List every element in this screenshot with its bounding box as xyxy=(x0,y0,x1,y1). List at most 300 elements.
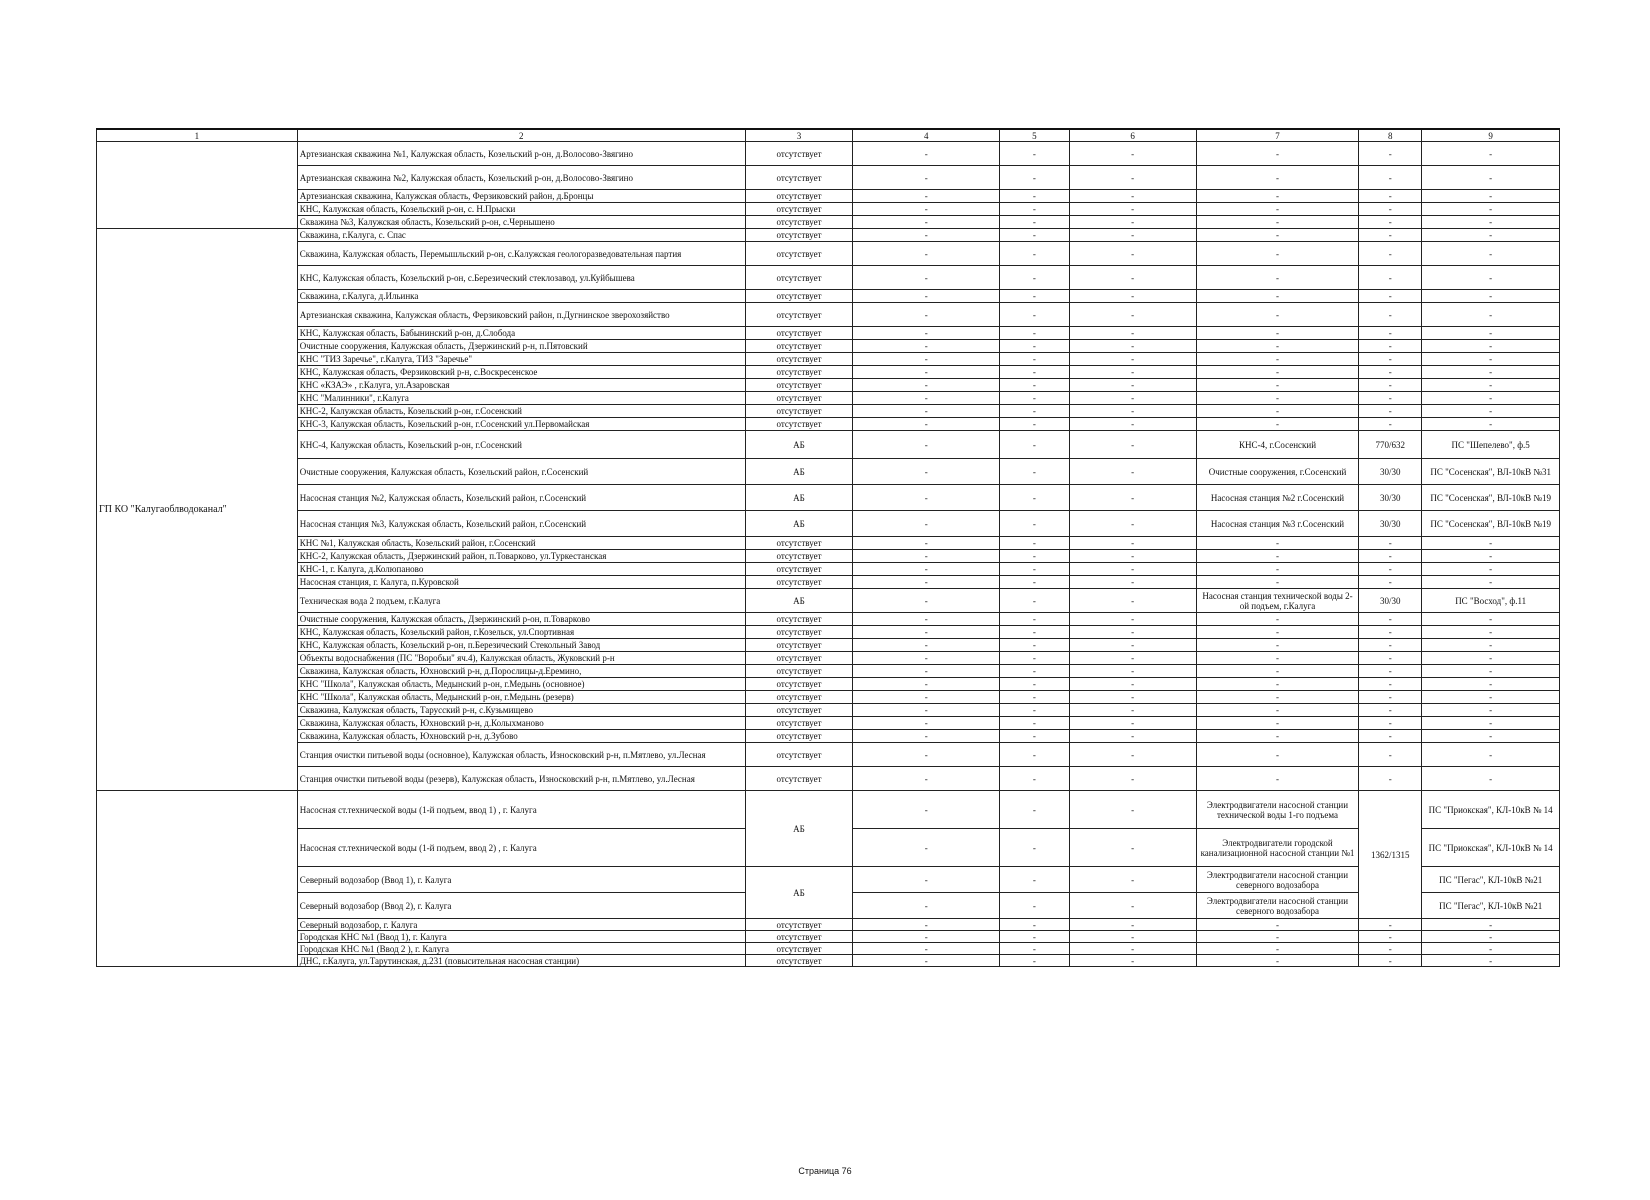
cell-c8: - xyxy=(1359,717,1422,730)
object-name-cell: КНС, Калужская область, Козельский р-он, с. Н.Прыски xyxy=(297,203,745,216)
cell-c8: - xyxy=(1359,943,1422,955)
cell-c5: - xyxy=(1000,678,1069,691)
table-row xyxy=(97,589,1560,613)
cell-c3: отсутствует xyxy=(745,767,853,791)
cell-c7: - xyxy=(1196,203,1358,216)
cell-c9: ПС "Восход", ф.11 xyxy=(1422,589,1560,613)
cell-c3: отсутствует xyxy=(745,639,853,652)
cell-c8: - xyxy=(1359,166,1422,190)
cell-c6: - xyxy=(1069,190,1196,203)
cell-c6: - xyxy=(1069,893,1196,919)
table-row xyxy=(97,717,1560,730)
table-row xyxy=(97,943,1560,955)
cell-c8: - xyxy=(1359,576,1422,589)
table-row xyxy=(97,652,1560,665)
cell-c4: - xyxy=(853,652,1000,665)
cell-c8: - xyxy=(1359,266,1422,290)
cell-c6: - xyxy=(1069,943,1196,955)
cell-c6: - xyxy=(1069,353,1196,366)
cell-c4: - xyxy=(853,290,1000,303)
cell-c5: - xyxy=(1000,955,1069,967)
cell-c6: - xyxy=(1069,589,1196,613)
cell-c7: - xyxy=(1196,955,1358,967)
cell-c4: - xyxy=(853,142,1000,166)
cell-c4: - xyxy=(853,704,1000,717)
cell-c6: - xyxy=(1069,392,1196,405)
cell-c4: - xyxy=(853,303,1000,327)
cell-c4: - xyxy=(853,511,1000,537)
cell-c5: - xyxy=(1000,717,1069,730)
cell-c9: - xyxy=(1422,767,1560,791)
cell-c5: - xyxy=(1000,216,1069,229)
cell-c6: - xyxy=(1069,366,1196,379)
cell-c4: - xyxy=(853,485,1000,511)
cell-c7: КНС-4, г.Сосенский xyxy=(1196,431,1358,459)
cell-c5: - xyxy=(1000,626,1069,639)
object-name-cell: Скважина, Калужская область, Юхновский р-н, д.Порослицы-д.Еремино, xyxy=(297,665,745,678)
object-name-cell: КНС-2, Калужская область, Дзержинский район, п.Товарково, ул.Туркестанская xyxy=(297,550,745,563)
cell-c6: - xyxy=(1069,691,1196,704)
cell-c9: - xyxy=(1422,405,1560,418)
cell-c4: - xyxy=(853,366,1000,379)
table-row xyxy=(97,867,1560,893)
cell-c9: - xyxy=(1422,955,1560,967)
cell-c9: - xyxy=(1422,691,1560,704)
cell-c5: - xyxy=(1000,266,1069,290)
cell-c5: - xyxy=(1000,665,1069,678)
cell-c4: - xyxy=(853,392,1000,405)
object-name-cell: Скважина, г.Калуга, с. Спас xyxy=(297,229,745,242)
table-row xyxy=(97,431,1560,459)
column-header: 4 xyxy=(853,129,1000,142)
cell-c9: - xyxy=(1422,743,1560,767)
cell-c5: - xyxy=(1000,405,1069,418)
cell-c9: - xyxy=(1422,366,1560,379)
cell-c5: - xyxy=(1000,743,1069,767)
cell-c8: - xyxy=(1359,392,1422,405)
cell-c4: - xyxy=(853,955,1000,967)
cell-c4: - xyxy=(853,639,1000,652)
cell-c6: - xyxy=(1069,678,1196,691)
cell-c9: - xyxy=(1422,626,1560,639)
table-row xyxy=(97,405,1560,418)
cell-c5: - xyxy=(1000,379,1069,392)
cell-c3: отсутствует xyxy=(745,366,853,379)
cell-c3: отсутствует xyxy=(745,537,853,550)
cell-c3: отсутствует xyxy=(745,303,853,327)
cell-c6: - xyxy=(1069,405,1196,418)
cell-c8: - xyxy=(1359,613,1422,626)
object-name-cell: Насосная ст.технической воды (1-й подъем, ввод 2) , г. Калуга xyxy=(297,829,745,867)
object-name-cell: Скважина, Калужская область, Тарусский р-н, с.Кузьмищево xyxy=(297,704,745,717)
cell-c6: - xyxy=(1069,290,1196,303)
cell-c4: - xyxy=(853,767,1000,791)
cell-c8: - xyxy=(1359,652,1422,665)
table-row xyxy=(97,203,1560,216)
cell-c4: - xyxy=(853,563,1000,576)
cell-c5: - xyxy=(1000,290,1069,303)
cell-c7: - xyxy=(1196,678,1358,691)
table-row xyxy=(97,511,1560,537)
cell-c9: ПС "Пегас", КЛ-10кВ №21 xyxy=(1422,893,1560,919)
cell-c7: - xyxy=(1196,366,1358,379)
cell-c6: - xyxy=(1069,955,1196,967)
cell-c4: - xyxy=(853,431,1000,459)
cell-c7: - xyxy=(1196,303,1358,327)
cell-c8: - xyxy=(1359,767,1422,791)
cell-c5: - xyxy=(1000,340,1069,353)
cell-c3: отсутствует xyxy=(745,563,853,576)
object-name-cell: Скважина, Калужская область, Юхновский р-н, д.Зубово xyxy=(297,730,745,743)
cell-c5: - xyxy=(1000,418,1069,431)
cell-c8: - xyxy=(1359,190,1422,203)
cell-c4: - xyxy=(853,266,1000,290)
cell-c8: - xyxy=(1359,142,1422,166)
cell-c6: - xyxy=(1069,229,1196,242)
object-name-cell: Артезианская скважина №1, Калужская область, Козельский р-он, д.Волосово-Звягино xyxy=(297,142,745,166)
cell-c7: - xyxy=(1196,931,1358,943)
cell-c6: - xyxy=(1069,626,1196,639)
cell-c3: отсутствует xyxy=(745,242,853,266)
cell-c6: - xyxy=(1069,203,1196,216)
cell-c6: - xyxy=(1069,166,1196,190)
cell-c8: - xyxy=(1359,353,1422,366)
cell-c9: - xyxy=(1422,392,1560,405)
cell-c9: - xyxy=(1422,678,1560,691)
cell-c3: отсутствует xyxy=(745,418,853,431)
cell-c6: - xyxy=(1069,613,1196,626)
cell-c7: - xyxy=(1196,639,1358,652)
cell-c5: - xyxy=(1000,431,1069,459)
cell-c4: - xyxy=(853,829,1000,867)
cell-c3: отсутствует xyxy=(745,678,853,691)
table-row xyxy=(97,242,1560,266)
object-name-cell: Артезианская скважина, Калужская область, Ферзиковский район, п.Дугнинское зверохозяйство xyxy=(297,303,745,327)
cell-c4: - xyxy=(853,242,1000,266)
table-row xyxy=(97,166,1560,190)
cell-c8: - xyxy=(1359,730,1422,743)
cell-c8: - xyxy=(1359,340,1422,353)
cell-c6: - xyxy=(1069,730,1196,743)
cell-c3: отсутствует xyxy=(745,665,853,678)
cell-c5: - xyxy=(1000,691,1069,704)
object-name-cell: Техническая вода 2 подъем, г.Калуга xyxy=(297,589,745,613)
cell-c7: - xyxy=(1196,327,1358,340)
column-header: 8 xyxy=(1359,129,1422,142)
cell-c4: - xyxy=(853,229,1000,242)
object-name-cell: Очистные сооружения, Калужская область, Дзержинский р-он, п.Товарково xyxy=(297,613,745,626)
cell-c6: - xyxy=(1069,576,1196,589)
cell-c5: - xyxy=(1000,459,1069,485)
page-number: Страница 76 xyxy=(798,1166,852,1176)
cell-c5: - xyxy=(1000,142,1069,166)
cell-c7: - xyxy=(1196,216,1358,229)
cell-c4: - xyxy=(853,613,1000,626)
object-name-cell: Скважина, Калужская область, Юхновский р-н, д.Колыхманово xyxy=(297,717,745,730)
cell-c7: - xyxy=(1196,142,1358,166)
cell-c3: отсутствует xyxy=(745,379,853,392)
cell-c9: - xyxy=(1422,242,1560,266)
cell-c9: - xyxy=(1422,216,1560,229)
cell-c7: - xyxy=(1196,550,1358,563)
cell-c4: - xyxy=(853,576,1000,589)
cell-c5: - xyxy=(1000,392,1069,405)
cell-c5: - xyxy=(1000,550,1069,563)
cell-c4: - xyxy=(853,216,1000,229)
cell-c6: - xyxy=(1069,537,1196,550)
cell-c6: - xyxy=(1069,303,1196,327)
cell-c6: - xyxy=(1069,431,1196,459)
cell-c9: ПС "Сосенская", ВЛ-10кВ №19 xyxy=(1422,485,1560,511)
cell-c7: - xyxy=(1196,266,1358,290)
cell-c5: - xyxy=(1000,943,1069,955)
cell-c6: - xyxy=(1069,379,1196,392)
cell-c3: отсутствует xyxy=(745,652,853,665)
cell-c6: - xyxy=(1069,867,1196,893)
table-row xyxy=(97,379,1560,392)
object-name-cell: Скважина, г.Калуга, д.Ильинка xyxy=(297,290,745,303)
cell-c4: - xyxy=(853,166,1000,190)
cell-c5: - xyxy=(1000,704,1069,717)
object-name-cell: КНС "ТИЗ Заречье", г.Калуга, ТИЗ "Заречье" xyxy=(297,353,745,366)
cell-c8: - xyxy=(1359,216,1422,229)
cell-c4: - xyxy=(853,459,1000,485)
cell-c7: - xyxy=(1196,405,1358,418)
cell-c9: - xyxy=(1422,652,1560,665)
cell-c4: - xyxy=(853,203,1000,216)
cell-c3: отсутствует xyxy=(745,743,853,767)
table-row xyxy=(97,576,1560,589)
cell-c7: - xyxy=(1196,691,1358,704)
cell-c4: - xyxy=(853,943,1000,955)
object-name-cell: Артезианская скважина, Калужская область, Ферзиковский район, д.Бронцы xyxy=(297,190,745,203)
cell-c9: - xyxy=(1422,639,1560,652)
cell-c6: - xyxy=(1069,743,1196,767)
table-row xyxy=(97,743,1560,767)
cell-c7: - xyxy=(1196,379,1358,392)
cell-c9: - xyxy=(1422,550,1560,563)
cell-c6: - xyxy=(1069,485,1196,511)
cell-c8: - xyxy=(1359,229,1422,242)
cell-c4: - xyxy=(853,691,1000,704)
cell-c3: отсутствует xyxy=(745,190,853,203)
cell-c7: - xyxy=(1196,290,1358,303)
cell-c4: - xyxy=(853,626,1000,639)
cell-c8: 30/30 xyxy=(1359,459,1422,485)
cell-c5: - xyxy=(1000,511,1069,537)
cell-c7: Электродвигатели насосной станции технической воды 1-го подъема xyxy=(1196,791,1358,829)
cell-c5: - xyxy=(1000,563,1069,576)
cell-c7: - xyxy=(1196,743,1358,767)
object-name-cell: Станция очистки питьевой воды (резерв), Калужская область, Износковский р-н, п.Мятлево, ул.Лесная xyxy=(297,767,745,791)
object-name-cell: КНС "Малинники", г.Калуга xyxy=(297,392,745,405)
cell-c4: - xyxy=(853,340,1000,353)
object-name-cell: КНС "Школа", Калужская область, Медынский р-он, г.Медынь (резерв) xyxy=(297,691,745,704)
cell-c3: отсутствует xyxy=(745,943,853,955)
cell-c8: 30/30 xyxy=(1359,511,1422,537)
cell-c9: - xyxy=(1422,931,1560,943)
cell-c7: Насосная станция технической воды 2-ой подъем, г.Калуга xyxy=(1196,589,1358,613)
cell-c5: - xyxy=(1000,893,1069,919)
table-row xyxy=(97,353,1560,366)
table-row xyxy=(97,485,1560,511)
column-header: 1 xyxy=(97,129,298,142)
cell-c4: - xyxy=(853,791,1000,829)
cell-c7: Насосная станция №3 г.Сосенский xyxy=(1196,511,1358,537)
table-row xyxy=(97,303,1560,327)
column-header: 5 xyxy=(1000,129,1069,142)
cell-c6: - xyxy=(1069,919,1196,931)
cell-c7: - xyxy=(1196,576,1358,589)
cell-c7: - xyxy=(1196,626,1358,639)
cell-c8: - xyxy=(1359,242,1422,266)
cell-c7: Насосная станция №2 г.Сосенский xyxy=(1196,485,1358,511)
table-row xyxy=(97,955,1560,967)
cell-c6: - xyxy=(1069,931,1196,943)
cell-c8: - xyxy=(1359,290,1422,303)
table-row xyxy=(97,366,1560,379)
cell-c5: - xyxy=(1000,485,1069,511)
object-name-cell: Объекты водоснабжения (ПС "Воробьи" яч.4), Калужская область, Жуковский р-н xyxy=(297,652,745,665)
cell-c4: - xyxy=(853,743,1000,767)
cell-c9: ПС "Сосенская", ВЛ-10кВ №31 xyxy=(1422,459,1560,485)
cell-c9: - xyxy=(1422,203,1560,216)
cell-c5: - xyxy=(1000,767,1069,791)
cell-c6: - xyxy=(1069,418,1196,431)
object-name-cell: КНС, Калужская область, Козельский р-он, с.Березический стеклозавод, ул.Куйбышева xyxy=(297,266,745,290)
cell-c5: - xyxy=(1000,791,1069,829)
cell-c6: - xyxy=(1069,652,1196,665)
cell-c9: ПС "Приокская", КЛ-10кВ № 14 xyxy=(1422,791,1560,829)
cell-c3: АБ xyxy=(745,511,853,537)
cell-c7: Электродвигатели насосной станции северного водозабора xyxy=(1196,867,1358,893)
cell-c3: отсутствует xyxy=(745,229,853,242)
cell-c9: - xyxy=(1422,229,1560,242)
cell-c4: - xyxy=(853,353,1000,366)
cell-c9: - xyxy=(1422,379,1560,392)
cell-c3: отсутствует xyxy=(745,203,853,216)
cell-c8: 770/632 xyxy=(1359,431,1422,459)
cell-c6: - xyxy=(1069,563,1196,576)
cell-c9: - xyxy=(1422,919,1560,931)
cell-c4: - xyxy=(853,327,1000,340)
cell-c6: - xyxy=(1069,767,1196,791)
cell-c5: - xyxy=(1000,652,1069,665)
cell-c3: отсутствует xyxy=(745,216,853,229)
cell-c3: АБ xyxy=(745,867,853,919)
cell-c8: - xyxy=(1359,537,1422,550)
cell-c7: - xyxy=(1196,563,1358,576)
table-row xyxy=(97,767,1560,791)
cell-c7: - xyxy=(1196,190,1358,203)
cell-c8: - xyxy=(1359,919,1422,931)
cell-c4: - xyxy=(853,893,1000,919)
organization-cell-empty xyxy=(97,142,298,229)
cell-c8: - xyxy=(1359,405,1422,418)
cell-c8: - xyxy=(1359,955,1422,967)
cell-c5: - xyxy=(1000,730,1069,743)
table-row xyxy=(97,665,1560,678)
cell-c8: 1362/1315 xyxy=(1359,791,1422,919)
table-row xyxy=(97,459,1560,485)
cell-c3: отсутствует xyxy=(745,266,853,290)
cell-c7: - xyxy=(1196,242,1358,266)
cell-c8: - xyxy=(1359,327,1422,340)
table-row xyxy=(97,216,1560,229)
cell-c4: - xyxy=(853,405,1000,418)
cell-c3: отсутствует xyxy=(745,931,853,943)
object-name-cell: КНС, Калужская область, Бабынинский р-он, д.Слобода xyxy=(297,327,745,340)
cell-c7: - xyxy=(1196,717,1358,730)
table-row xyxy=(97,392,1560,405)
cell-c6: - xyxy=(1069,242,1196,266)
object-name-cell: Очистные сооружения, Калужская область, Козельский район, г.Сосенский xyxy=(297,459,745,485)
cell-c8: - xyxy=(1359,931,1422,943)
cell-c3: отсутствует xyxy=(745,919,853,931)
cell-c8: - xyxy=(1359,379,1422,392)
cell-c4: - xyxy=(853,919,1000,931)
cell-c4: - xyxy=(853,665,1000,678)
cell-c9: - xyxy=(1422,537,1560,550)
object-name-cell: Северный водозабор (Ввод 1), г. Калуга xyxy=(297,867,745,893)
header-row xyxy=(97,129,1560,142)
cell-c9: - xyxy=(1422,190,1560,203)
table-row xyxy=(97,418,1560,431)
cell-c9: ПС "Пегас", КЛ-10кВ №21 xyxy=(1422,867,1560,893)
cell-c5: - xyxy=(1000,639,1069,652)
object-name-cell: КНС-3, Калужская область, Козельский р-он, г.Сосенский ул.Первомайская xyxy=(297,418,745,431)
cell-c8: - xyxy=(1359,563,1422,576)
cell-c8: 30/30 xyxy=(1359,485,1422,511)
cell-c3: отсутствует xyxy=(745,405,853,418)
cell-c3: отсутствует xyxy=(745,955,853,967)
table-row xyxy=(97,190,1560,203)
table-row xyxy=(97,626,1560,639)
cell-c7: Электродвигатели городской канализационной насосной станции №1 xyxy=(1196,829,1358,867)
cell-c3: отсутствует xyxy=(745,392,853,405)
column-header: 9 xyxy=(1422,129,1560,142)
table-row xyxy=(97,340,1560,353)
cell-c7: - xyxy=(1196,652,1358,665)
cell-c5: - xyxy=(1000,829,1069,867)
cell-c3: отсутствует xyxy=(745,353,853,366)
cell-c4: - xyxy=(853,589,1000,613)
object-name-cell: Городская КНС №1 (Ввод 1), г. Калуга xyxy=(297,931,745,943)
cell-c6: - xyxy=(1069,142,1196,166)
cell-c3: отсутствует xyxy=(745,142,853,166)
cell-c9: - xyxy=(1422,717,1560,730)
table-row xyxy=(97,266,1560,290)
cell-c9: - xyxy=(1422,353,1560,366)
cell-c7: - xyxy=(1196,229,1358,242)
cell-c6: - xyxy=(1069,327,1196,340)
table-row xyxy=(97,327,1560,340)
object-name-cell: Северный водозабор, г. Калуга xyxy=(297,919,745,931)
cell-c8: - xyxy=(1359,550,1422,563)
cell-c7: - xyxy=(1196,919,1358,931)
cell-c6: - xyxy=(1069,550,1196,563)
cell-c7: - xyxy=(1196,704,1358,717)
cell-c3: АБ xyxy=(745,431,853,459)
table-row xyxy=(97,142,1560,166)
cell-c3: отсутствует xyxy=(745,704,853,717)
cell-c3: отсутствует xyxy=(745,691,853,704)
object-name-cell: КНС, Калужская область, Козельский р-он, п.Березический Стекольный Завод xyxy=(297,639,745,652)
object-name-cell: Скважина, Калужская область, Перемышльский р-он, с.Калужская геологоразведовательная партия xyxy=(297,242,745,266)
cell-c3: отсутствует xyxy=(745,613,853,626)
cell-c8: - xyxy=(1359,743,1422,767)
cell-c9: ПС "Шепелево", ф.5 xyxy=(1422,431,1560,459)
